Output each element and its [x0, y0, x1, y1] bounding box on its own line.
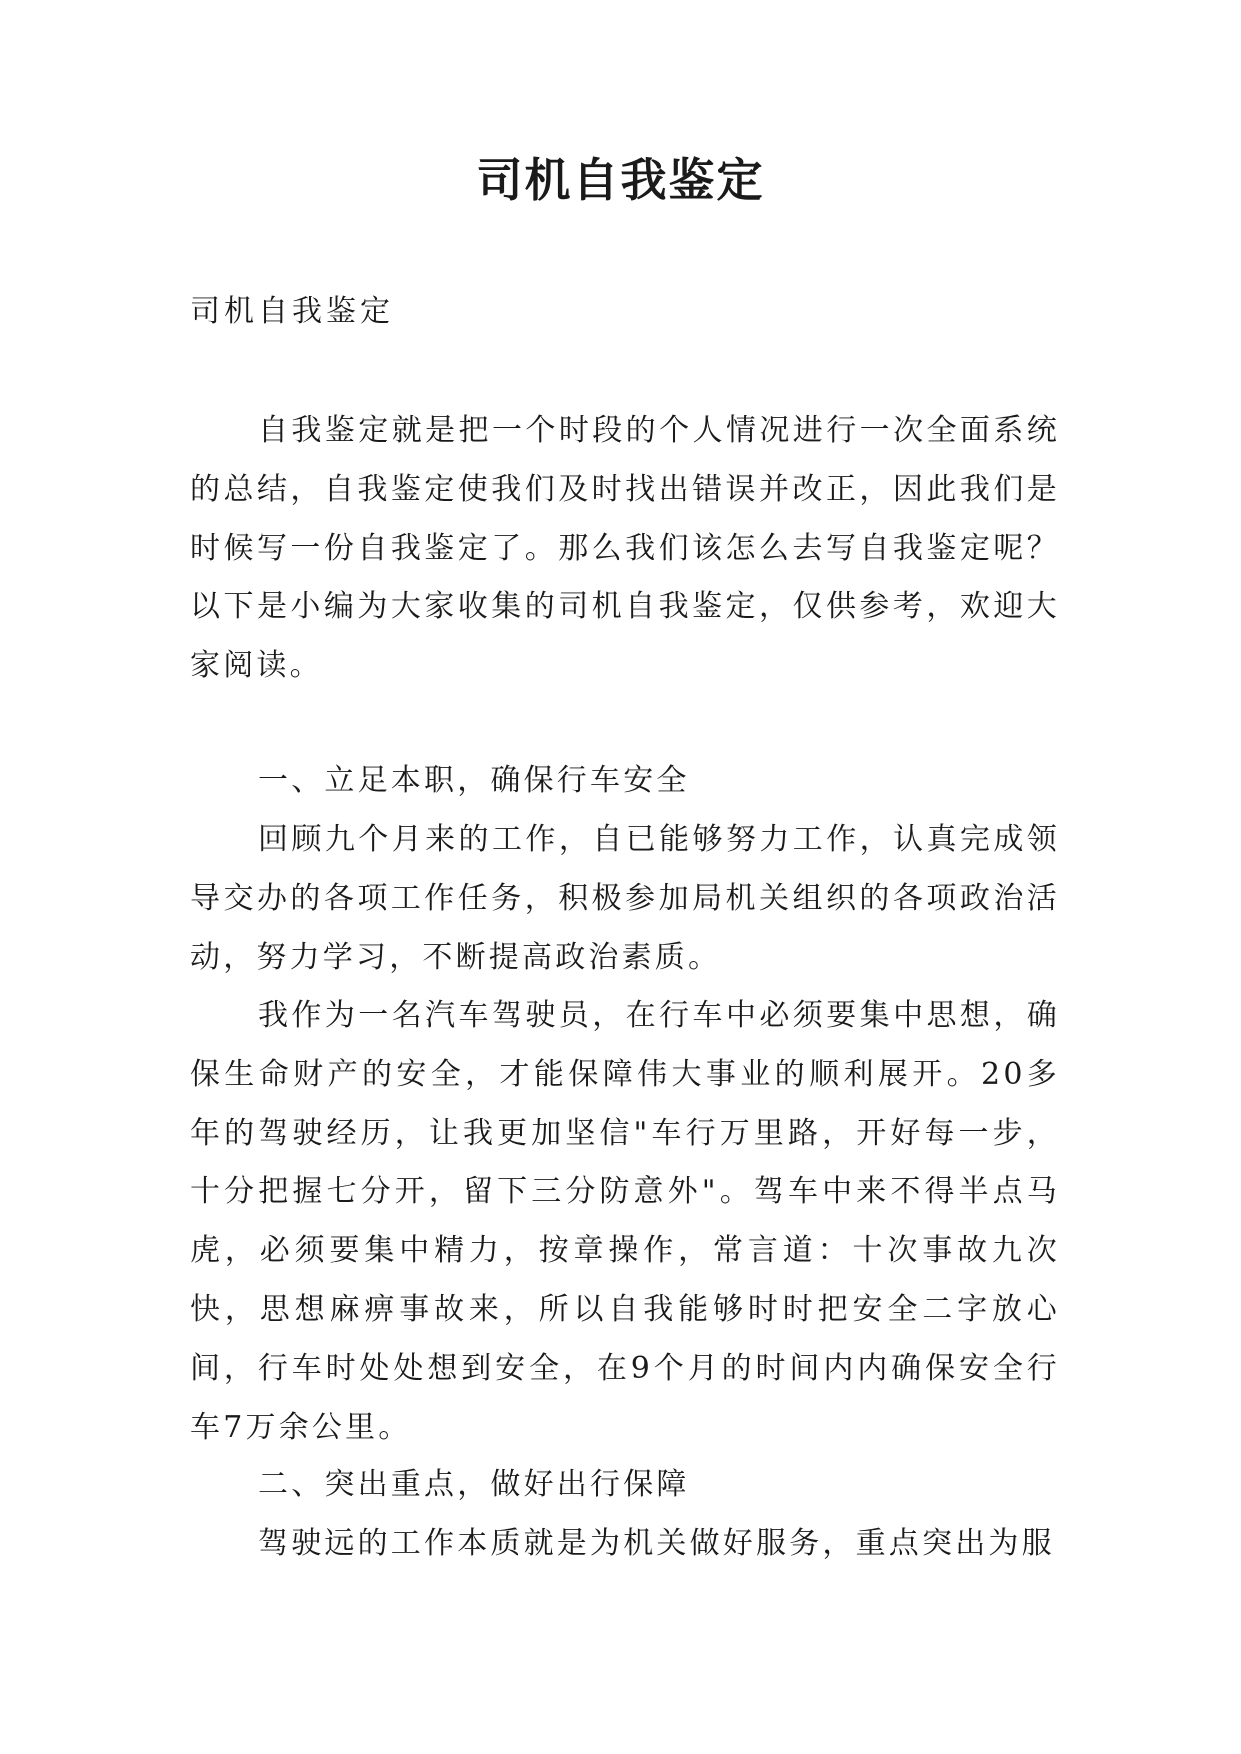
document-subtitle: 司机自我鉴定	[190, 294, 394, 329]
section1-paragraph-1: 回顾九个月来的工作，自已能够努力工作，认真完成领导交办的各项工作任务，积极参加局机关组织的各项政治活动，努力学习，不断提高政治素质。	[190, 822, 1060, 975]
section2-paragraph-1: 驾驶远的工作本质就是为机关做好服务，重点突出为服	[258, 1526, 1055, 1561]
section1-paragraph-2: 我作为一名汽车驾驶员，在行车中必须要集中思想，确保生命财产的安全，才能保障伟大事业的顺利展开。20多年的驾驶经历，让我更加坚信"车行万里路，开好每一步，十分把握七分开，留下三分防意外"。驾车中来不得半点马虎，必须要集中精力，按章操作，常言道：十次事故九次快，思想麻痹事故来，所以自我能够时时把安全二字放心间，行车时处处想到安全，在9个月的时间内内确保安全行车7万余公里。	[190, 998, 1060, 1445]
intro-paragraph: 自我鉴定就是把一个时段的个人情况进行一次全面系统的总结，自我鉴定使我们及时找出错误并改正，因此我们是时候写一份自我鉴定了。那么我们该怎么去写自我鉴定呢？以下是小编为大家收集的司机自我鉴定，仅供参考，欢迎大家阅读。	[190, 413, 1060, 684]
document-title: 司机自我鉴定	[476, 153, 765, 207]
section-heading-2: 二、突出重点，做好出行保障	[258, 1467, 690, 1502]
section-heading-1: 一、立足本职，确保行车安全	[258, 763, 690, 798]
